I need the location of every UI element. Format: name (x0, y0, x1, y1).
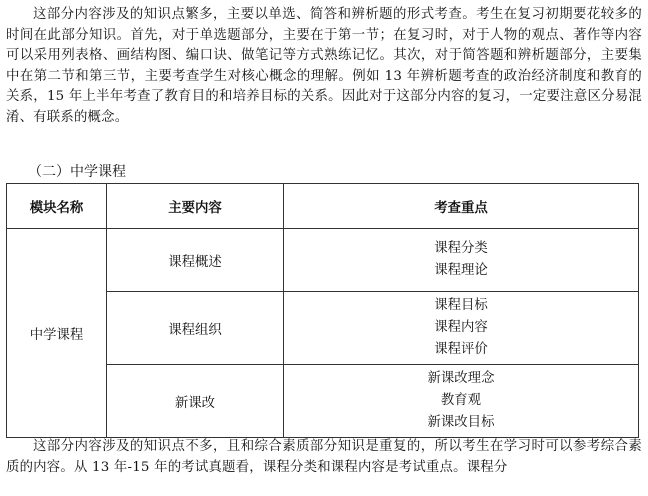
focus-cell (284, 365, 639, 438)
focus-point: 课程内容 (434, 320, 488, 335)
closing-paragraph: 这部分内容涉及的知识点不多，且和综合素质部分知识是重复的，所以考生在学习时可以参考综合素质的内容。从 13 年-15 年的考试真题看，课程分类和课程内容是考试重点。课程分 (6, 439, 642, 475)
header-content: 主要内容 (107, 184, 284, 229)
content-cell: 课程组织 (107, 292, 284, 365)
table-header-row (7, 184, 639, 229)
content-cell: 课程概述 (107, 229, 284, 292)
intro-paragraph: 这部分内容涉及的知识点繁多，主要以单选、简答和辨析题的形式考查。考生在复习初期要花较多的时间在此部分知识。首先，对于单选题部分，主要在于第一节；在复习时，对于人物的观点、著作等内容可以采用列表格、画结构图、编口诀、做笔记等方式熟练记忆。其次，对于简答题和辨析题部分，主要集中在第二节和第三节，主要考查学生对核心概念的理解。例如 13 年辨析题考查的政治经济制度和教育的关系，15 年上半年考查了教育目的和培养目标的关系。因此对于这部分内容的复习，一定要注意区分易混淆、有联系的概念。 (6, 7, 642, 125)
focus-cell (284, 229, 639, 292)
focus-point: 课程理论 (434, 263, 488, 278)
curriculum-table (6, 183, 639, 438)
focus-point: 新课改目标 (427, 415, 495, 430)
header-module: 模块名称 (7, 184, 107, 229)
focus-point: 课程分类 (434, 241, 488, 256)
content-cell: 新课改 (107, 365, 284, 438)
focus-point: 课程目标 (434, 298, 488, 313)
module-cell: 中学课程 (7, 229, 107, 438)
focus-point: 新课改理念 (427, 371, 495, 386)
table-row (7, 229, 639, 292)
focus-point: 课程评价 (434, 342, 488, 357)
section-title: （二）中学课程 (28, 164, 126, 180)
header-focus: 考查重点 (284, 184, 639, 229)
focus-point: 教育观 (440, 393, 482, 408)
focus-cell (284, 292, 639, 365)
